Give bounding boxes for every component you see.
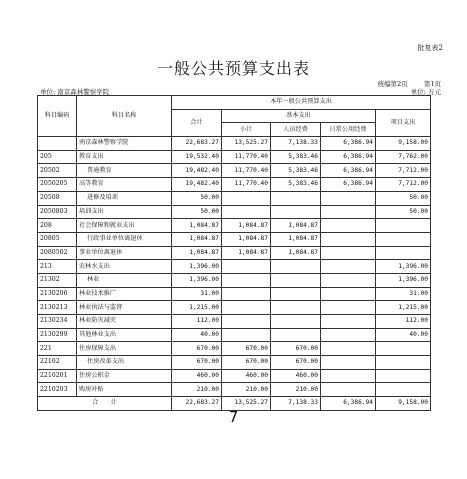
cell-personnel: 1,084.87 xyxy=(271,232,321,246)
budget-table xyxy=(37,95,431,411)
table-row xyxy=(38,369,431,383)
cell-total: 1,396.00 xyxy=(172,273,222,287)
page-indicator: 第1页 xyxy=(423,80,441,88)
cell-name: 林业 xyxy=(77,273,172,287)
currency-unit: 单位: 万元 xyxy=(410,88,441,96)
table-row xyxy=(38,150,431,164)
cell-project: 9,158.00 xyxy=(376,137,431,151)
table-row xyxy=(38,246,431,260)
cell-project xyxy=(376,219,431,233)
header-public: 日常公用经费 xyxy=(321,123,376,137)
cell-name: 事业单位离退休 xyxy=(77,246,172,260)
cell-public xyxy=(321,315,376,329)
cell-total: 19,482.40 xyxy=(172,164,222,178)
cell-code: 21302 xyxy=(38,273,77,287)
cell-subtotal: 670.00 xyxy=(222,342,271,356)
cell-public xyxy=(321,328,376,342)
cell-name: 林业技术推广 xyxy=(77,287,172,301)
cell-subtotal: 11,770.40 xyxy=(222,164,271,178)
cell-total: 19,482.40 xyxy=(172,178,222,192)
cell-total: 1,084.87 xyxy=(172,246,222,260)
page-number: 7 xyxy=(228,408,239,426)
cell-name: 教育支出 xyxy=(77,150,172,164)
header-name: 科目名称 xyxy=(77,96,172,137)
table-row xyxy=(38,205,431,219)
cell-name: 林业防灾减灾 xyxy=(77,315,172,329)
cell-public xyxy=(321,246,376,260)
cell-total: 460.00 xyxy=(172,369,222,383)
cell-total: 670.00 xyxy=(172,342,222,356)
cell-project: 7,712.00 xyxy=(376,164,431,178)
table-row xyxy=(38,342,431,356)
cell-subtotal: 1,084.87 xyxy=(222,246,271,260)
cell-project: 7,762.00 xyxy=(376,150,431,164)
table-row xyxy=(38,301,431,315)
header-code: 科目编码 xyxy=(38,96,77,137)
cell-project xyxy=(376,356,431,370)
cell-subtotal: 11,770.40 xyxy=(222,178,271,192)
cell-public xyxy=(321,356,376,370)
cell-project xyxy=(376,232,431,246)
cell-total: 112.00 xyxy=(172,315,222,329)
cell-code: 20502 xyxy=(38,164,77,178)
cell-total: 31.00 xyxy=(172,287,222,301)
cell-code: 2130206 xyxy=(38,287,77,301)
cell-subtotal xyxy=(222,260,271,274)
cell-total: 1,215.00 xyxy=(172,301,222,315)
cell-name: 行政事业单位离退休 xyxy=(77,232,172,246)
cell-subtotal xyxy=(222,301,271,315)
cell-subtotal: 1,084.87 xyxy=(222,219,271,233)
cell-name: 农林水支出 xyxy=(77,260,172,274)
cell-project: 40.00 xyxy=(376,328,431,342)
cell-public xyxy=(321,273,376,287)
cell-name: 培训支出 xyxy=(77,205,172,219)
cell-personnel: 7,138.33 xyxy=(271,137,321,151)
table-row xyxy=(38,356,431,370)
cell-personnel: 670.00 xyxy=(271,356,321,370)
header-total: 合计 xyxy=(172,109,222,136)
cell-name: 住房保障支出 xyxy=(77,342,172,356)
cell-code: 20508 xyxy=(38,191,77,205)
cell-code: 2210203 xyxy=(38,383,77,397)
cell-project xyxy=(376,369,431,383)
cell-total: 50.00 xyxy=(172,205,222,219)
cell-total: 670.00 xyxy=(172,356,222,370)
cell-personnel: 5,383.46 xyxy=(271,150,321,164)
cell-personnel xyxy=(271,328,321,342)
cell-code: 2050803 xyxy=(38,205,77,219)
table-row xyxy=(38,260,431,274)
unit-name: 单位: 南京森林警察学院 xyxy=(40,88,110,96)
cell-public xyxy=(321,301,376,315)
cell-code: 208 xyxy=(38,219,77,233)
table-body xyxy=(38,137,431,397)
cell-personnel: 5,383.46 xyxy=(271,178,321,192)
cell-total: 210.00 xyxy=(172,383,222,397)
cell-name: 购房补贴 xyxy=(77,383,172,397)
cell-subtotal: 11,770.40 xyxy=(222,150,271,164)
page-title: 一般公共预算支出表 xyxy=(156,59,310,78)
cell-total: 50.00 xyxy=(172,191,222,205)
total-total: 22,683.27 xyxy=(172,397,222,411)
cell-project: 1,396.00 xyxy=(376,273,431,287)
cell-code xyxy=(38,137,77,151)
cell-subtotal: 670.00 xyxy=(222,356,271,370)
header-personnel: 人员经费 xyxy=(271,123,321,137)
cell-personnel xyxy=(271,315,321,329)
form-id: 批复表2 xyxy=(417,44,443,52)
cell-code: 22102 xyxy=(38,356,77,370)
cell-name: 社会保障和就业支出 xyxy=(77,219,172,233)
cell-name: 林业执法与监督 xyxy=(77,301,172,315)
cell-project: 31.00 xyxy=(376,287,431,301)
cell-personnel: 5,383.46 xyxy=(271,164,321,178)
cell-public: 6,386.94 xyxy=(321,150,376,164)
cell-project xyxy=(376,383,431,397)
cell-project xyxy=(376,246,431,260)
cell-subtotal xyxy=(222,273,271,287)
cell-total: 1,084.87 xyxy=(172,219,222,233)
cell-project: 112.00 xyxy=(376,315,431,329)
header-project: 项目支出 xyxy=(376,109,431,136)
cell-public xyxy=(321,369,376,383)
cell-personnel xyxy=(271,273,321,287)
cell-personnel: 460.00 xyxy=(271,369,321,383)
cell-code: 205 xyxy=(38,150,77,164)
cell-name: 南京森林警察学院 xyxy=(77,137,172,151)
cell-code: 2210201 xyxy=(38,369,77,383)
cell-name: 高等教育 xyxy=(77,178,172,192)
cell-name: 住房改革支出 xyxy=(77,356,172,370)
cell-code: 221 xyxy=(38,342,77,356)
total-project: 9,158.00 xyxy=(376,397,431,411)
cell-public xyxy=(321,232,376,246)
cell-code: 2130234 xyxy=(38,315,77,329)
cell-total: 1,396.00 xyxy=(172,260,222,274)
table-row xyxy=(38,328,431,342)
cell-public xyxy=(321,191,376,205)
header-current-year: 本年一般公共预算支出 xyxy=(172,96,431,110)
table-row xyxy=(38,383,431,397)
cell-total: 22,683.27 xyxy=(172,137,222,151)
cell-total: 40.00 xyxy=(172,328,222,342)
cell-name: 其他林业支出 xyxy=(77,328,172,342)
cell-personnel: 1,084.87 xyxy=(271,219,321,233)
cell-public xyxy=(321,205,376,219)
form-number: 统编第2页 xyxy=(377,80,408,88)
cell-project: 50.00 xyxy=(376,205,431,219)
cell-public xyxy=(321,383,376,397)
cell-subtotal xyxy=(222,287,271,301)
cell-public xyxy=(321,260,376,274)
table-row xyxy=(38,137,431,151)
cell-name: 普通教育 xyxy=(77,164,172,178)
cell-code: 20805 xyxy=(38,232,77,246)
cell-name: 住房公积金 xyxy=(77,369,172,383)
total-personnel: 7,138.33 xyxy=(271,397,321,411)
cell-project: 1,396.00 xyxy=(376,260,431,274)
cell-subtotal xyxy=(222,191,271,205)
table-row xyxy=(38,164,431,178)
cell-subtotal xyxy=(222,205,271,219)
total-public: 6,386.94 xyxy=(321,397,376,411)
table-row xyxy=(38,191,431,205)
cell-personnel xyxy=(271,301,321,315)
cell-personnel: 670.00 xyxy=(271,342,321,356)
header-basic: 基本支出 xyxy=(222,109,376,123)
cell-public xyxy=(321,219,376,233)
cell-total: 19,532.40 xyxy=(172,150,222,164)
cell-public: 6,386.94 xyxy=(321,164,376,178)
cell-public xyxy=(321,342,376,356)
cell-personnel xyxy=(271,205,321,219)
cell-personnel xyxy=(271,287,321,301)
total-label: 合 计 xyxy=(38,397,172,411)
cell-code: 2130299 xyxy=(38,328,77,342)
cell-personnel xyxy=(271,191,321,205)
table-row xyxy=(38,273,431,287)
table-row xyxy=(38,219,431,233)
cell-subtotal xyxy=(222,328,271,342)
total-subtotal: 13,525.27 xyxy=(222,397,271,411)
cell-public xyxy=(321,287,376,301)
cell-code: 2130213 xyxy=(38,301,77,315)
cell-project: 7,712.00 xyxy=(376,178,431,192)
cell-code: 213 xyxy=(38,260,77,274)
cell-project: 1,215.00 xyxy=(376,301,431,315)
table-row xyxy=(38,287,431,301)
table-row xyxy=(38,315,431,329)
cell-name: 进修及培训 xyxy=(77,191,172,205)
cell-project: 50.00 xyxy=(376,191,431,205)
cell-subtotal: 210.00 xyxy=(222,383,271,397)
cell-subtotal: 13,525.27 xyxy=(222,137,271,151)
cell-subtotal xyxy=(222,315,271,329)
header-subtotal: 小计 xyxy=(222,123,271,137)
cell-subtotal: 460.00 xyxy=(222,369,271,383)
cell-total: 1,084.87 xyxy=(172,232,222,246)
cell-personnel: 210.00 xyxy=(271,383,321,397)
cell-code: 2080502 xyxy=(38,246,77,260)
table-row xyxy=(38,232,431,246)
cell-personnel: 1,084.87 xyxy=(271,246,321,260)
cell-project xyxy=(376,342,431,356)
cell-subtotal: 1,084.87 xyxy=(222,232,271,246)
cell-public: 6,386.94 xyxy=(321,137,376,151)
table-row xyxy=(38,178,431,192)
cell-public: 6,386.94 xyxy=(321,178,376,192)
cell-personnel xyxy=(271,260,321,274)
cell-code: 2050205 xyxy=(38,178,77,192)
